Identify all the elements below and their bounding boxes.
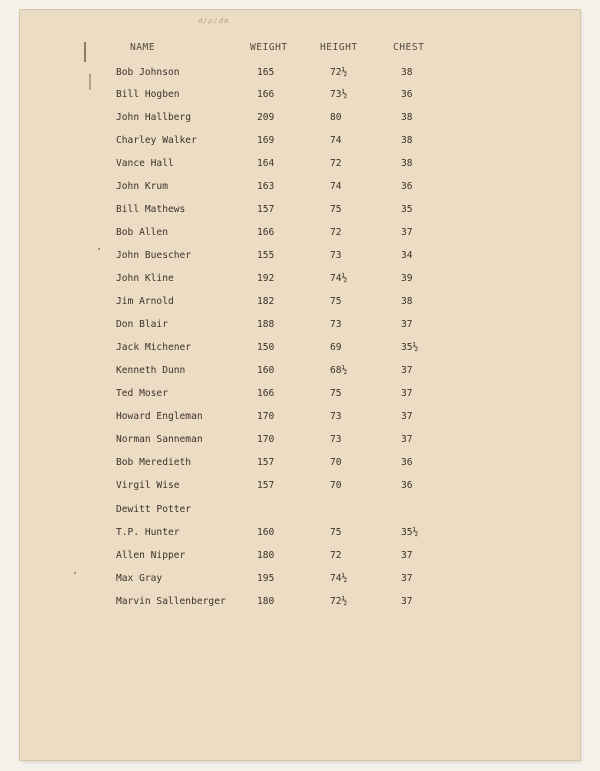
chest-value: 37	[401, 550, 413, 561]
chest-value: 36	[401, 480, 413, 491]
height-value: 73½	[330, 89, 348, 100]
table-row	[0, 227, 600, 241]
chest-value: 38	[401, 135, 413, 146]
weight-value: 160	[257, 527, 275, 538]
height-value: 69	[330, 342, 342, 353]
player-name: Jim Arnold	[116, 296, 174, 307]
player-name: Marvin Sallenberger	[116, 596, 226, 607]
player-name: Charley Walker	[116, 135, 197, 146]
table-row	[0, 250, 600, 264]
height-value: 73	[330, 434, 342, 445]
height-value: 72½	[330, 596, 348, 607]
height-value: 72	[330, 550, 342, 561]
weight-value: 157	[257, 480, 275, 491]
chest-value: 39	[401, 273, 413, 284]
player-name: Kenneth Dunn	[116, 365, 186, 376]
height-value: 74	[330, 135, 342, 146]
table-row	[0, 388, 600, 402]
weight-value: 166	[257, 227, 275, 238]
weight-value: 188	[257, 319, 275, 330]
player-name: Norman Sanneman	[116, 434, 203, 445]
weight-value: 163	[257, 181, 275, 192]
weight-value: 195	[257, 573, 275, 584]
player-name: Bob Johnson	[116, 67, 180, 78]
player-name: Howard Engleman	[116, 411, 203, 422]
chest-value: 36	[401, 89, 413, 100]
chest-value: 37	[401, 573, 413, 584]
chest-value: 38	[401, 296, 413, 307]
weight-value: 169	[257, 135, 275, 146]
height-value: 75	[330, 388, 342, 399]
chest-value: 37	[401, 388, 413, 399]
header-chest: CHEST	[393, 42, 425, 53]
weight-value: 157	[257, 204, 275, 215]
chest-value: 37	[401, 365, 413, 376]
chest-value: 38	[401, 158, 413, 169]
weight-value: 157	[257, 457, 275, 468]
height-value: 75	[330, 296, 342, 307]
height-value: 74½	[330, 573, 348, 584]
binder-mark	[84, 42, 86, 62]
header-weight: WEIGHT	[250, 42, 288, 53]
player-name: Jack Michener	[116, 342, 192, 353]
weight-value: 170	[257, 411, 275, 422]
player-name: Bill Hogben	[116, 89, 180, 100]
table-row	[0, 550, 600, 564]
height-value: 70	[330, 457, 342, 468]
height-value: 72½	[330, 67, 348, 78]
chest-value: 37	[401, 319, 413, 330]
weight-value: 165	[257, 67, 275, 78]
chest-value: 37	[401, 227, 413, 238]
player-name: John Krum	[116, 181, 168, 192]
weight-value: 182	[257, 296, 275, 307]
player-name: Max Gray	[116, 573, 163, 584]
chest-value: 36	[401, 181, 413, 192]
chest-value: 38	[401, 112, 413, 123]
weight-value: 160	[257, 365, 275, 376]
table-row	[0, 319, 600, 333]
height-value: 74	[330, 181, 342, 192]
chest-value: 35½	[401, 342, 419, 353]
table-row	[0, 273, 600, 287]
player-name: Dewitt Potter	[116, 504, 192, 515]
chest-value: 37	[401, 434, 413, 445]
player-name: Allen Nipper	[116, 550, 186, 561]
chest-value: 37	[401, 411, 413, 422]
table-row	[0, 67, 600, 81]
table-row	[0, 457, 600, 471]
chest-value: 35½	[401, 527, 419, 538]
table-row	[0, 296, 600, 310]
weight-value: 180	[257, 596, 275, 607]
table-row	[0, 480, 600, 494]
table-row	[0, 158, 600, 172]
player-name: Virgil Wise	[116, 480, 180, 491]
table-row	[0, 365, 600, 379]
weight-value: 166	[257, 89, 275, 100]
chest-value: 34	[401, 250, 413, 261]
player-name: John Hallberg	[116, 112, 192, 123]
chest-value: 37	[401, 596, 413, 607]
height-value: 73	[330, 250, 342, 261]
player-name: Bob Meredieth	[116, 457, 192, 468]
table-row	[0, 504, 600, 518]
height-value: 72	[330, 227, 342, 238]
weight-value: 155	[257, 250, 275, 261]
weight-value: 164	[257, 158, 275, 169]
table-row	[0, 135, 600, 149]
header-height: HEIGHT	[320, 42, 358, 53]
table-row	[0, 573, 600, 587]
chest-value: 35	[401, 204, 413, 215]
weight-value: 209	[257, 112, 275, 123]
player-name: Don Blair	[116, 319, 168, 330]
player-name: Bill Mathews	[116, 204, 186, 215]
player-name: T.P. Hunter	[116, 527, 180, 538]
height-value: 74½	[330, 273, 348, 284]
height-value: 73	[330, 411, 342, 422]
weight-value: 192	[257, 273, 275, 284]
table-row	[0, 112, 600, 126]
height-value: 73	[330, 319, 342, 330]
player-name: Bob Allen	[116, 227, 168, 238]
table-row	[0, 204, 600, 218]
player-name: Ted Moser	[116, 388, 168, 399]
header-name: NAME	[130, 42, 156, 53]
player-name: Vance Hall	[116, 158, 174, 169]
weight-value: 170	[257, 434, 275, 445]
chest-value: 36	[401, 457, 413, 468]
table-row	[0, 411, 600, 425]
height-value: 75	[330, 527, 342, 538]
weight-value: 150	[257, 342, 275, 353]
height-value: 80	[330, 112, 342, 123]
player-name: John Buescher	[116, 250, 192, 261]
pencil-note: d/p/dm	[198, 17, 230, 25]
weight-value: 166	[257, 388, 275, 399]
weight-value: 180	[257, 550, 275, 561]
table-row	[0, 181, 600, 195]
table-row	[0, 527, 600, 541]
table-row	[0, 434, 600, 448]
table-row	[0, 596, 600, 610]
height-value: 68½	[330, 365, 348, 376]
height-value: 75	[330, 204, 342, 215]
player-name: John Kline	[116, 273, 174, 284]
height-value: 72	[330, 158, 342, 169]
height-value: 70	[330, 480, 342, 491]
table-row	[0, 89, 600, 103]
table-row	[0, 342, 600, 356]
chest-value: 38	[401, 67, 413, 78]
